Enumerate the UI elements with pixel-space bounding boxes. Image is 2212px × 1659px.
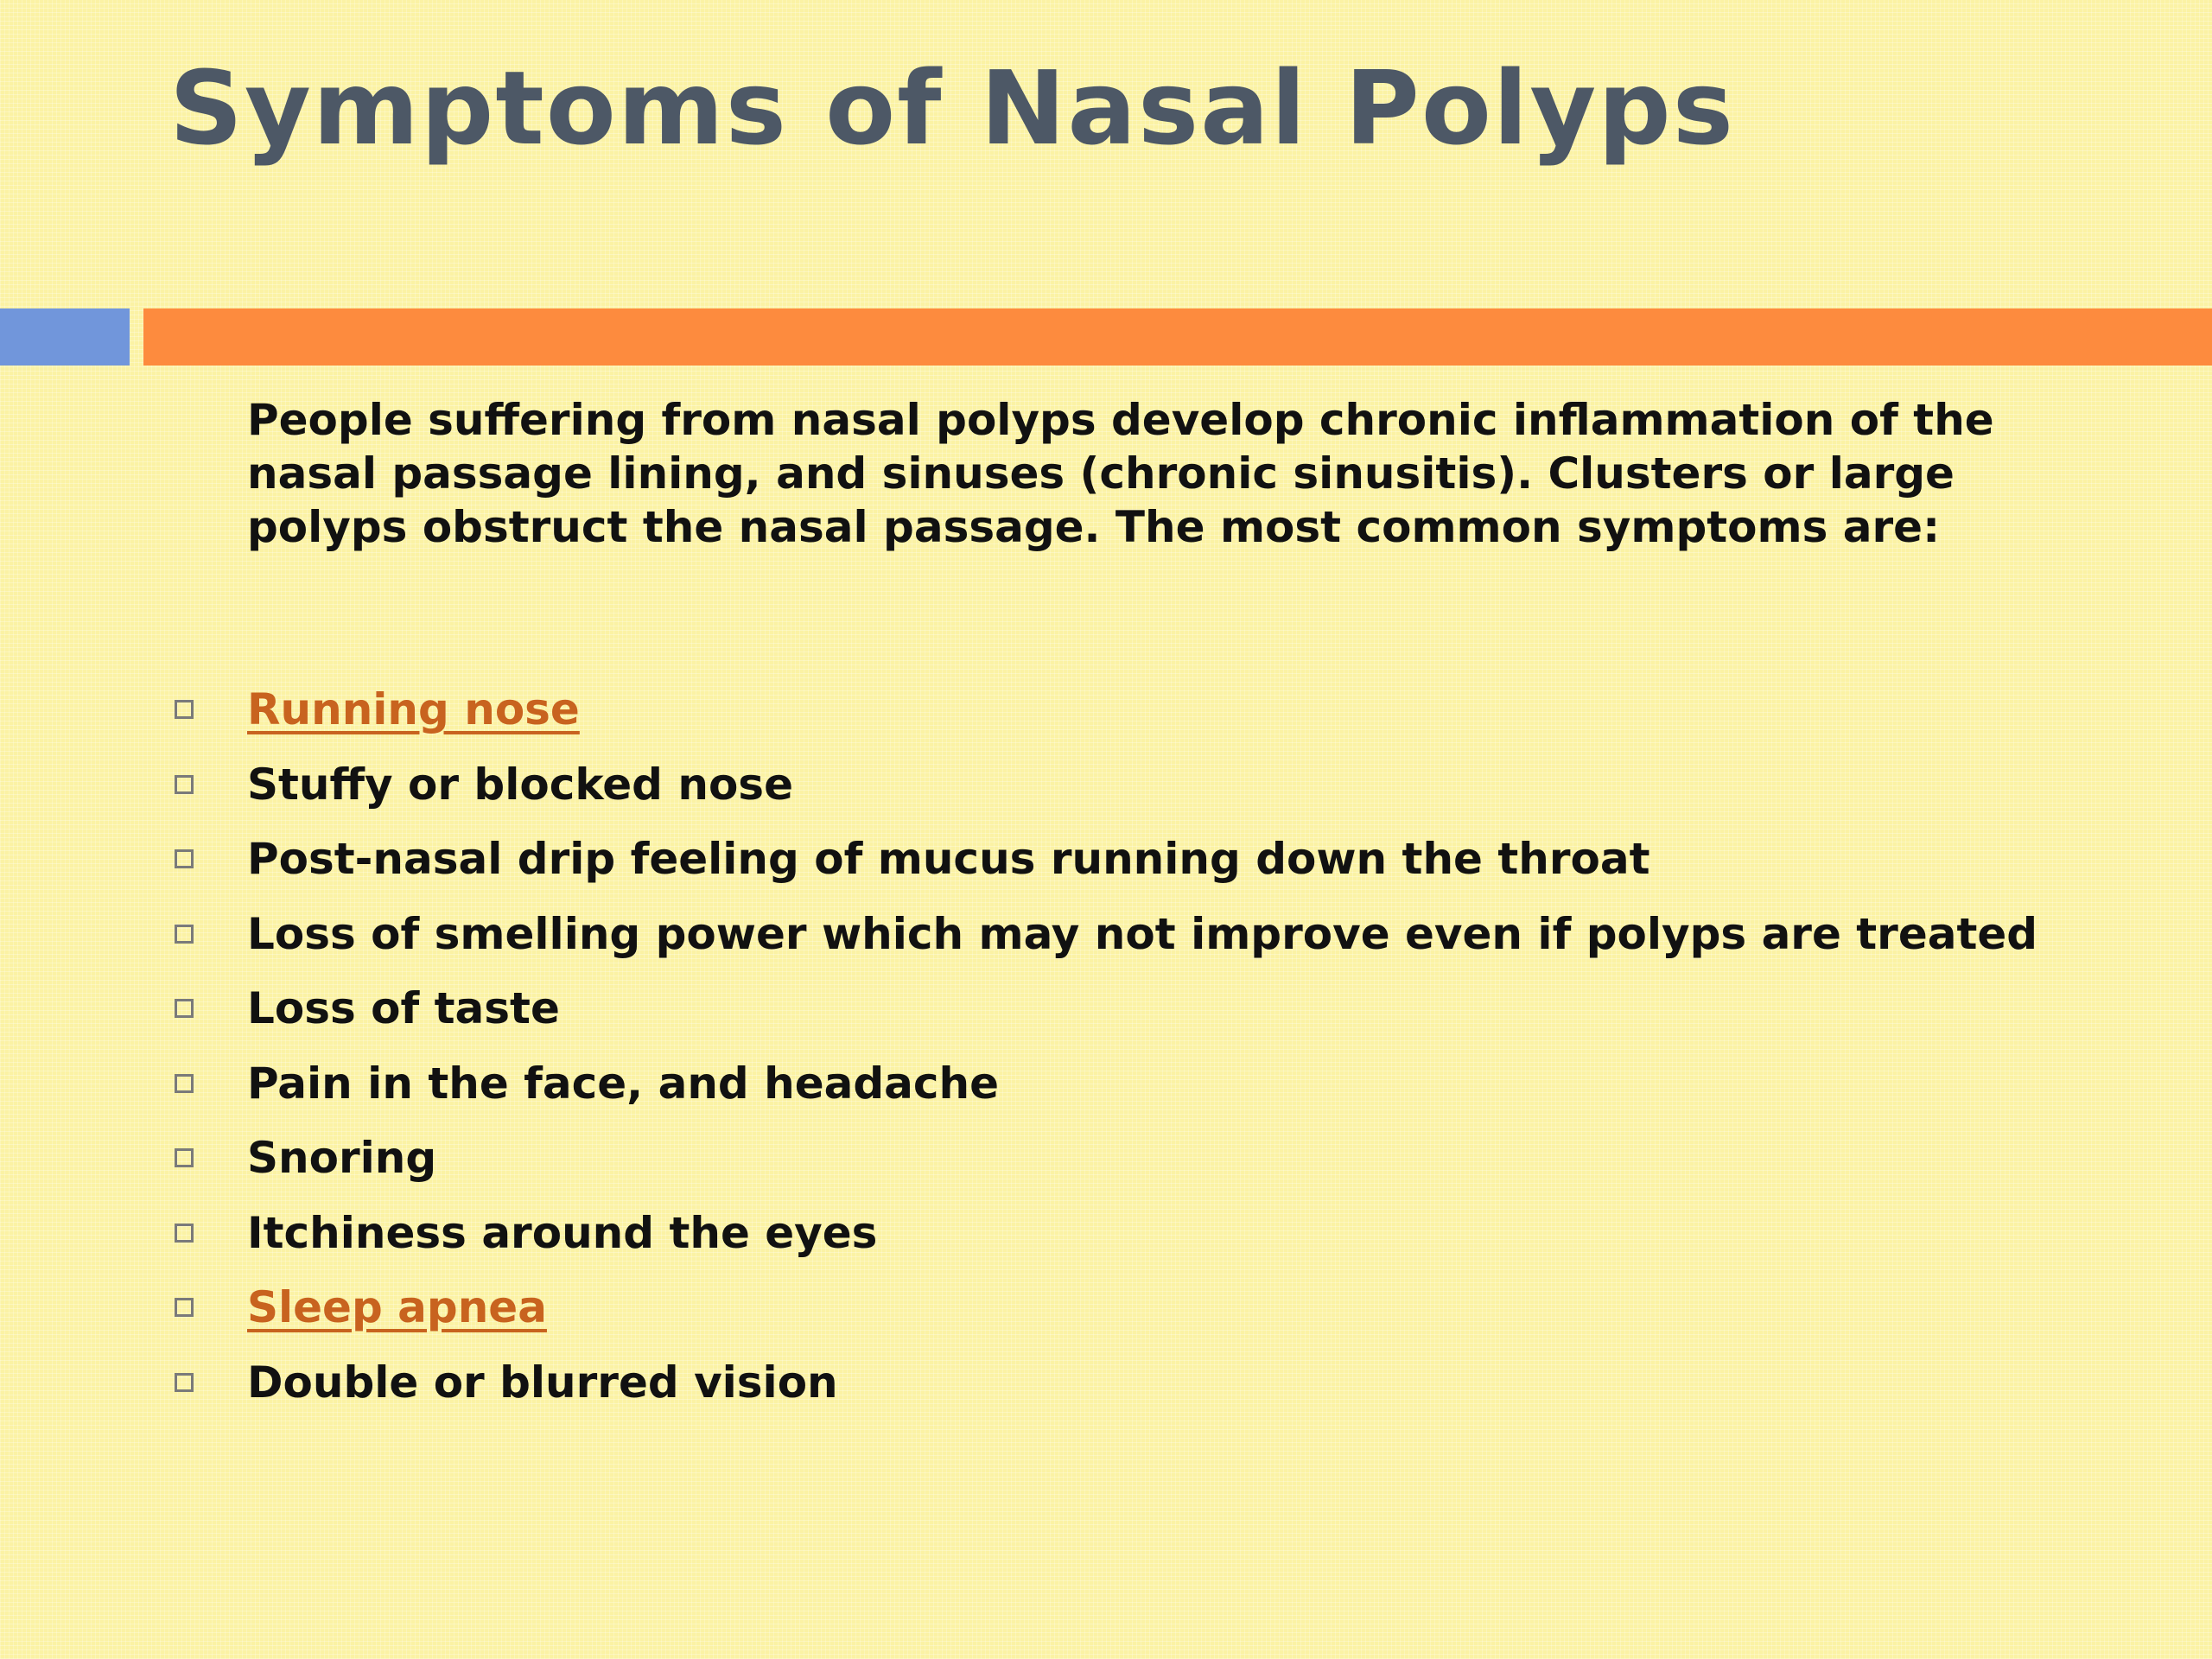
list-item [169, 1270, 2037, 1345]
symptom-text: Post-nasal drip feeling of mucus running down the throat [247, 834, 1650, 884]
list-item [169, 822, 2037, 897]
symptom-link-running-nose[interactable]: Running nose [247, 684, 580, 734]
list-item [169, 1121, 2037, 1196]
list-item [169, 897, 2037, 972]
symptom-link-sleep-apnea[interactable]: Sleep apnea [247, 1282, 547, 1332]
symptom-text: Snoring [247, 1133, 437, 1183]
list-item [169, 1046, 2037, 1122]
accent-bar-orange [143, 308, 2212, 365]
list-item [169, 971, 2037, 1046]
symptom-text: Itchiness around the eyes [247, 1207, 878, 1258]
square-bullet-icon [175, 1373, 194, 1392]
square-bullet-icon [175, 1298, 194, 1317]
square-bullet-icon [175, 999, 194, 1018]
square-bullet-icon [175, 925, 194, 944]
list-item [169, 747, 2037, 823]
intro-paragraph: People suffering from nasal polyps develop chronic inflammation of the nasal passage lining, and sinuses (chronic sinusitis). Clusters or large polyps obstruct the nasal passage. The most common symptoms are: [247, 395, 1994, 552]
list-item [169, 1345, 2037, 1421]
slide-title: Symptoms of Nasal Polyps [169, 48, 1735, 168]
square-bullet-icon [175, 700, 194, 719]
list-item [169, 672, 2037, 747]
list-item [169, 1196, 2037, 1271]
square-bullet-icon [175, 1074, 194, 1093]
symptom-text: Loss of smelling power which may not improve even if polyps are treated [247, 908, 2038, 959]
square-bullet-icon [175, 849, 194, 868]
symptom-text: Stuffy or blocked nose [247, 759, 793, 810]
symptom-text: Pain in the face, and headache [247, 1058, 1000, 1109]
square-bullet-icon [175, 1148, 194, 1167]
square-bullet-icon [175, 1224, 194, 1243]
symptom-text: Double or blurred vision [247, 1357, 838, 1408]
symptom-text: Loss of taste [247, 983, 560, 1033]
symptom-list [169, 672, 2037, 1420]
accent-bar-blue [0, 308, 130, 365]
square-bullet-icon [175, 775, 194, 794]
